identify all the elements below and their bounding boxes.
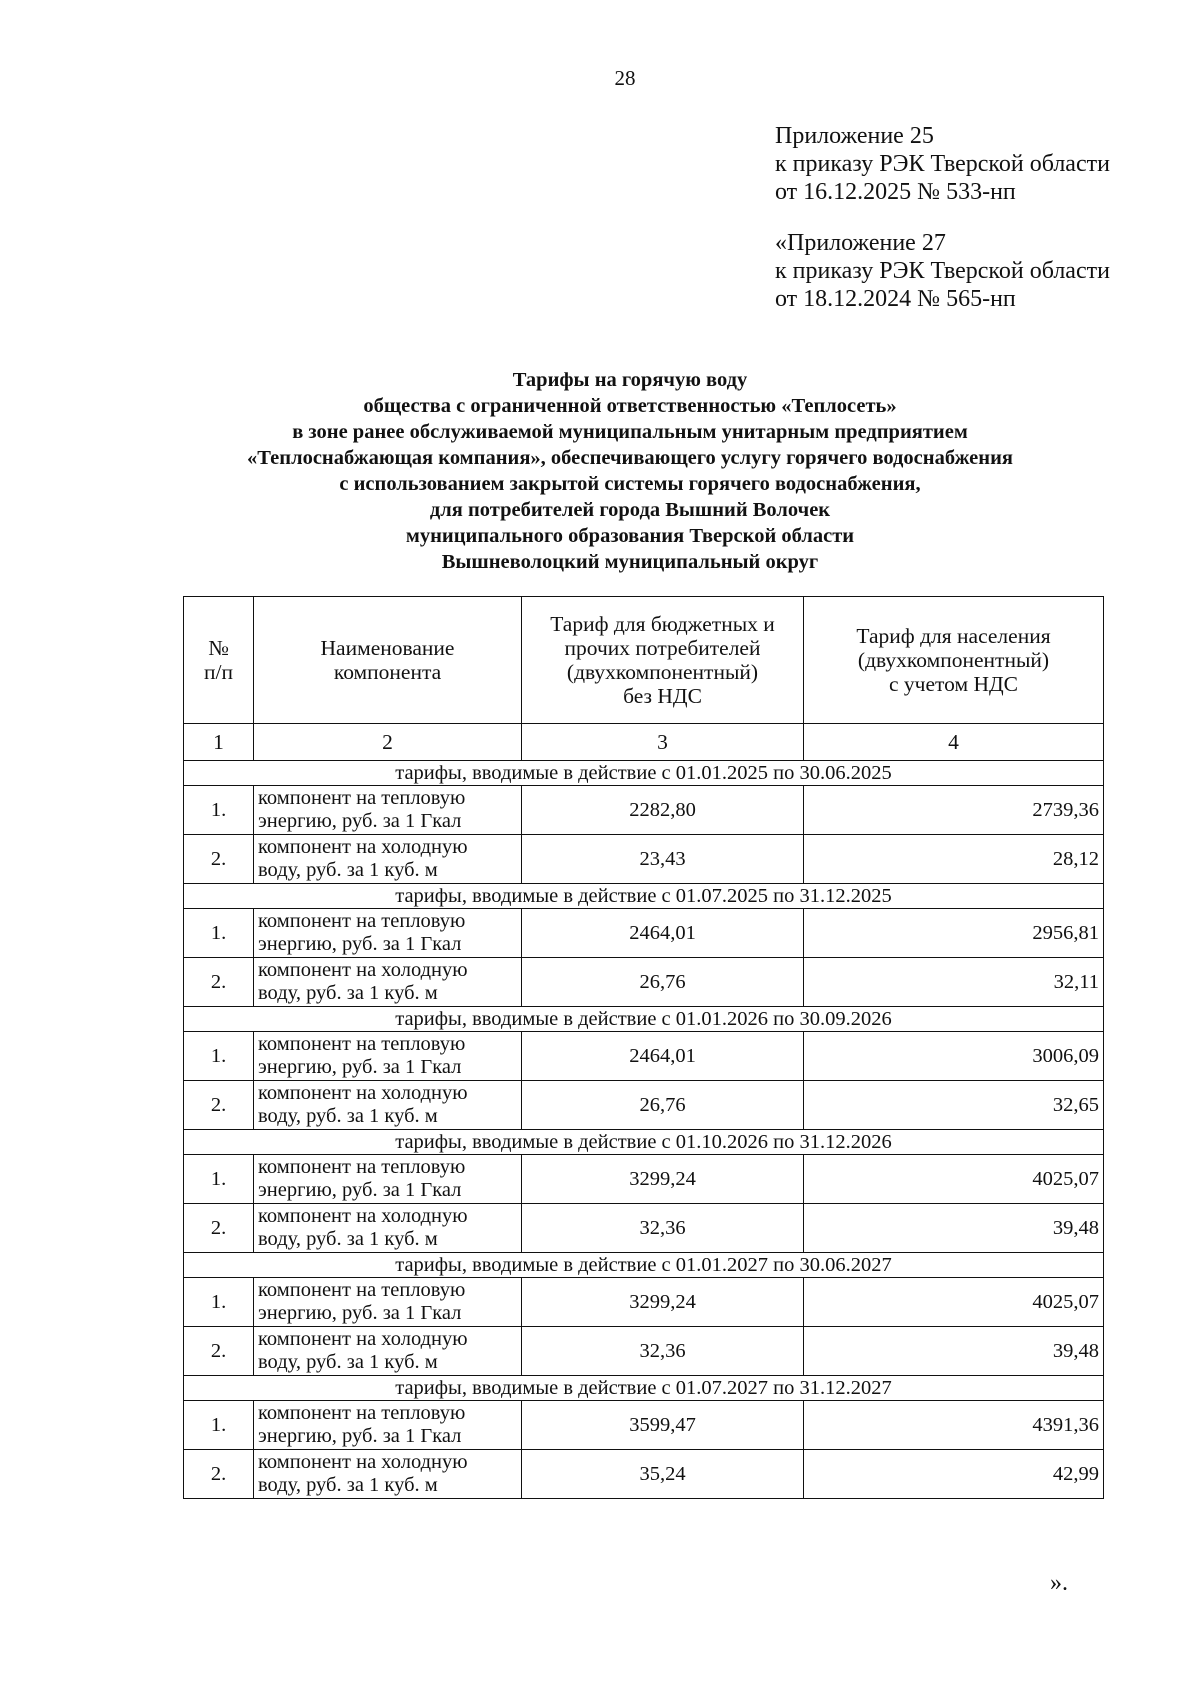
component-name bbox=[254, 1450, 522, 1499]
period-row bbox=[184, 884, 1104, 909]
title-line: Вышневолоцкий муниципальный округ bbox=[441, 551, 819, 573]
table-row bbox=[184, 958, 1104, 1007]
appendix-reference-new bbox=[775, 122, 1110, 206]
component-name-line: компонент на холодную bbox=[258, 1082, 468, 1104]
component-name-line: энергию, руб. за 1 Гкал bbox=[258, 1302, 462, 1324]
component-name-line: компонент на тепловую bbox=[258, 1156, 466, 1178]
header-number bbox=[184, 597, 254, 724]
component-name-line: компонент на тепловую bbox=[258, 1402, 466, 1424]
column-number: 4 bbox=[804, 724, 1104, 761]
appendix-line: к приказу РЭК Тверской области bbox=[775, 151, 1110, 177]
appendix-reference-old bbox=[775, 229, 1110, 313]
title-line: Тарифы на горячую воду bbox=[512, 369, 748, 391]
document-title bbox=[130, 367, 1130, 575]
table-row bbox=[184, 786, 1104, 835]
tariff-population-value: 2956,81 bbox=[804, 909, 1104, 958]
tariff-legal-value: 26,76 bbox=[522, 958, 804, 1007]
component-name-line: компонент на тепловую bbox=[258, 1279, 466, 1301]
tariff-population-value: 32,11 bbox=[804, 958, 1104, 1007]
tariff-population-value: 4391,36 bbox=[804, 1401, 1104, 1450]
tariff-legal-value: 32,36 bbox=[522, 1204, 804, 1253]
tariff-population-value: 4025,07 bbox=[804, 1155, 1104, 1204]
period-label: тарифы, вводимые в действие с 01.01.2026 по 30.09.2026 bbox=[184, 1007, 1104, 1032]
period-row bbox=[184, 1007, 1104, 1032]
component-name-line: компонент на холодную bbox=[258, 836, 468, 858]
header-text: компонента bbox=[333, 660, 442, 684]
component-name bbox=[254, 1278, 522, 1327]
row-number: 2. bbox=[184, 1450, 254, 1499]
header-text: Наименование bbox=[320, 636, 455, 660]
closing-quote-mark: ». bbox=[1050, 1570, 1068, 1596]
row-number: 2. bbox=[184, 958, 254, 1007]
table-row bbox=[184, 1204, 1104, 1253]
title-line: для потребителей города Вышний Волочек bbox=[429, 499, 831, 521]
component-name-line: воду, руб. за 1 куб. м bbox=[258, 1228, 438, 1250]
table-row bbox=[184, 909, 1104, 958]
header-text: с учетом НДС bbox=[889, 672, 1018, 696]
component-name bbox=[254, 958, 522, 1007]
tariff-population-value: 39,48 bbox=[804, 1204, 1104, 1253]
component-name-line: энергию, руб. за 1 Гкал bbox=[258, 810, 462, 832]
tariff-population-value: 4025,07 bbox=[804, 1278, 1104, 1327]
header-text: Тариф для населения bbox=[856, 624, 1051, 648]
tariff-population-value: 32,65 bbox=[804, 1081, 1104, 1130]
column-number-row bbox=[184, 724, 1104, 761]
component-name bbox=[254, 1204, 522, 1253]
header-component-name bbox=[254, 597, 522, 724]
period-row bbox=[184, 1253, 1104, 1278]
tariff-population-value: 39,48 bbox=[804, 1327, 1104, 1376]
row-number: 1. bbox=[184, 1401, 254, 1450]
table-row bbox=[184, 1401, 1104, 1450]
header-tariff-legal bbox=[522, 597, 804, 724]
component-name-line: компонент на тепловую bbox=[258, 910, 466, 932]
tariff-legal-value: 35,24 bbox=[522, 1450, 804, 1499]
component-name-line: воду, руб. за 1 куб. м bbox=[258, 1105, 438, 1127]
component-name-line: энергию, руб. за 1 Гкал bbox=[258, 1425, 462, 1447]
component-name bbox=[254, 1327, 522, 1376]
appendix-line: к приказу РЭК Тверской области bbox=[775, 258, 1110, 284]
component-name-line: компонент на холодную bbox=[258, 1328, 468, 1350]
title-line: с использованием закрытой системы горячего водоснабжения, bbox=[339, 473, 921, 495]
row-number: 1. bbox=[184, 1032, 254, 1081]
column-number: 3 bbox=[522, 724, 804, 761]
component-name-line: воду, руб. за 1 куб. м bbox=[258, 1474, 438, 1496]
table-row bbox=[184, 1278, 1104, 1327]
header-tariff-population bbox=[804, 597, 1104, 724]
appendix-line: от 16.12.2025 № 533-нп bbox=[775, 179, 1016, 205]
appendix-line: Приложение 25 bbox=[775, 123, 934, 149]
period-row bbox=[184, 761, 1104, 786]
page-number: 28 bbox=[614, 66, 636, 90]
period-label: тарифы, вводимые в действие с 01.01.2025 по 30.06.2025 bbox=[184, 761, 1104, 786]
table-row bbox=[184, 1450, 1104, 1499]
table-row bbox=[184, 1155, 1104, 1204]
tariff-population-value: 42,99 bbox=[804, 1450, 1104, 1499]
row-number: 1. bbox=[184, 1278, 254, 1327]
row-number: 1. bbox=[184, 1155, 254, 1204]
table-row bbox=[184, 835, 1104, 884]
component-name-line: воду, руб. за 1 куб. м bbox=[258, 859, 438, 881]
tariff-population-value: 28,12 bbox=[804, 835, 1104, 884]
column-number: 2 bbox=[254, 724, 522, 761]
tariff-legal-value: 23,43 bbox=[522, 835, 804, 884]
header-text: (двухкомпонентный) bbox=[857, 648, 1050, 672]
period-row bbox=[184, 1130, 1104, 1155]
appendix-line: «Приложение 27 bbox=[775, 230, 946, 256]
tariff-legal-value: 2464,01 bbox=[522, 1032, 804, 1081]
component-name-line: воду, руб. за 1 куб. м bbox=[258, 982, 438, 1004]
appendix-line: от 18.12.2024 № 565-нп bbox=[775, 286, 1016, 312]
header-text: Тариф для бюджетных и bbox=[550, 612, 775, 636]
header-text: (двухкомпонентный) bbox=[566, 660, 759, 684]
table-row bbox=[184, 1327, 1104, 1376]
row-number: 2. bbox=[184, 1204, 254, 1253]
component-name bbox=[254, 909, 522, 958]
component-name-line: компонент на холодную bbox=[258, 1451, 468, 1473]
row-number: 1. bbox=[184, 786, 254, 835]
period-label: тарифы, вводимые в действие с 01.10.2026 по 31.12.2026 bbox=[184, 1130, 1104, 1155]
header-text: прочих потребителей bbox=[564, 636, 761, 660]
component-name-line: компонент на холодную bbox=[258, 959, 468, 981]
tariff-table-body bbox=[184, 761, 1104, 1499]
title-line: общества с ограниченной ответственностью «Теплосеть» bbox=[363, 395, 897, 417]
component-name bbox=[254, 786, 522, 835]
table-header-row bbox=[184, 597, 1104, 724]
row-number: 2. bbox=[184, 1327, 254, 1376]
component-name-line: воду, руб. за 1 куб. м bbox=[258, 1351, 438, 1373]
tariff-legal-value: 3299,24 bbox=[522, 1278, 804, 1327]
tariff-legal-value: 32,36 bbox=[522, 1327, 804, 1376]
title-line: в зоне ранее обслуживаемой муниципальным унитарным предприятием bbox=[292, 421, 968, 443]
component-name-line: компонент на тепловую bbox=[258, 787, 466, 809]
period-label: тарифы, вводимые в действие с 01.01.2027 по 30.06.2027 bbox=[184, 1253, 1104, 1278]
header-text: без НДС bbox=[623, 684, 702, 708]
period-label: тарифы, вводимые в действие с 01.07.2025 по 31.12.2025 bbox=[184, 884, 1104, 909]
component-name-line: энергию, руб. за 1 Гкал bbox=[258, 933, 462, 955]
header-text: № bbox=[208, 636, 229, 660]
tariff-legal-value: 3599,47 bbox=[522, 1401, 804, 1450]
tariff-legal-value: 26,76 bbox=[522, 1081, 804, 1130]
component-name bbox=[254, 1081, 522, 1130]
title-line: «Теплоснабжающая компания», обеспечивающего услугу горячего водоснабжения bbox=[247, 447, 1013, 469]
tariff-population-value: 2739,36 bbox=[804, 786, 1104, 835]
tariff-legal-value: 2282,80 bbox=[522, 786, 804, 835]
row-number: 1. bbox=[184, 909, 254, 958]
tariff-legal-value: 3299,24 bbox=[522, 1155, 804, 1204]
component-name-line: энергию, руб. за 1 Гкал bbox=[258, 1056, 462, 1078]
tariff-legal-value: 2464,01 bbox=[522, 909, 804, 958]
component-name bbox=[254, 835, 522, 884]
row-number: 2. bbox=[184, 1081, 254, 1130]
column-number: 1 bbox=[184, 724, 254, 761]
component-name bbox=[254, 1032, 522, 1081]
component-name bbox=[254, 1401, 522, 1450]
header-text: п/п bbox=[204, 660, 233, 684]
period-label: тарифы, вводимые в действие с 01.07.2027 по 31.12.2027 bbox=[184, 1376, 1104, 1401]
component-name-line: компонент на тепловую bbox=[258, 1033, 466, 1055]
table-row bbox=[184, 1032, 1104, 1081]
tariff-table bbox=[183, 596, 1104, 1499]
title-line: муниципального образования Тверской области bbox=[405, 525, 855, 547]
component-name-line: компонент на холодную bbox=[258, 1205, 468, 1227]
component-name bbox=[254, 1155, 522, 1204]
component-name-line: энергию, руб. за 1 Гкал bbox=[258, 1179, 462, 1201]
tariff-population-value: 3006,09 bbox=[804, 1032, 1104, 1081]
row-number: 2. bbox=[184, 835, 254, 884]
table-row bbox=[184, 1081, 1104, 1130]
period-row bbox=[184, 1376, 1104, 1401]
